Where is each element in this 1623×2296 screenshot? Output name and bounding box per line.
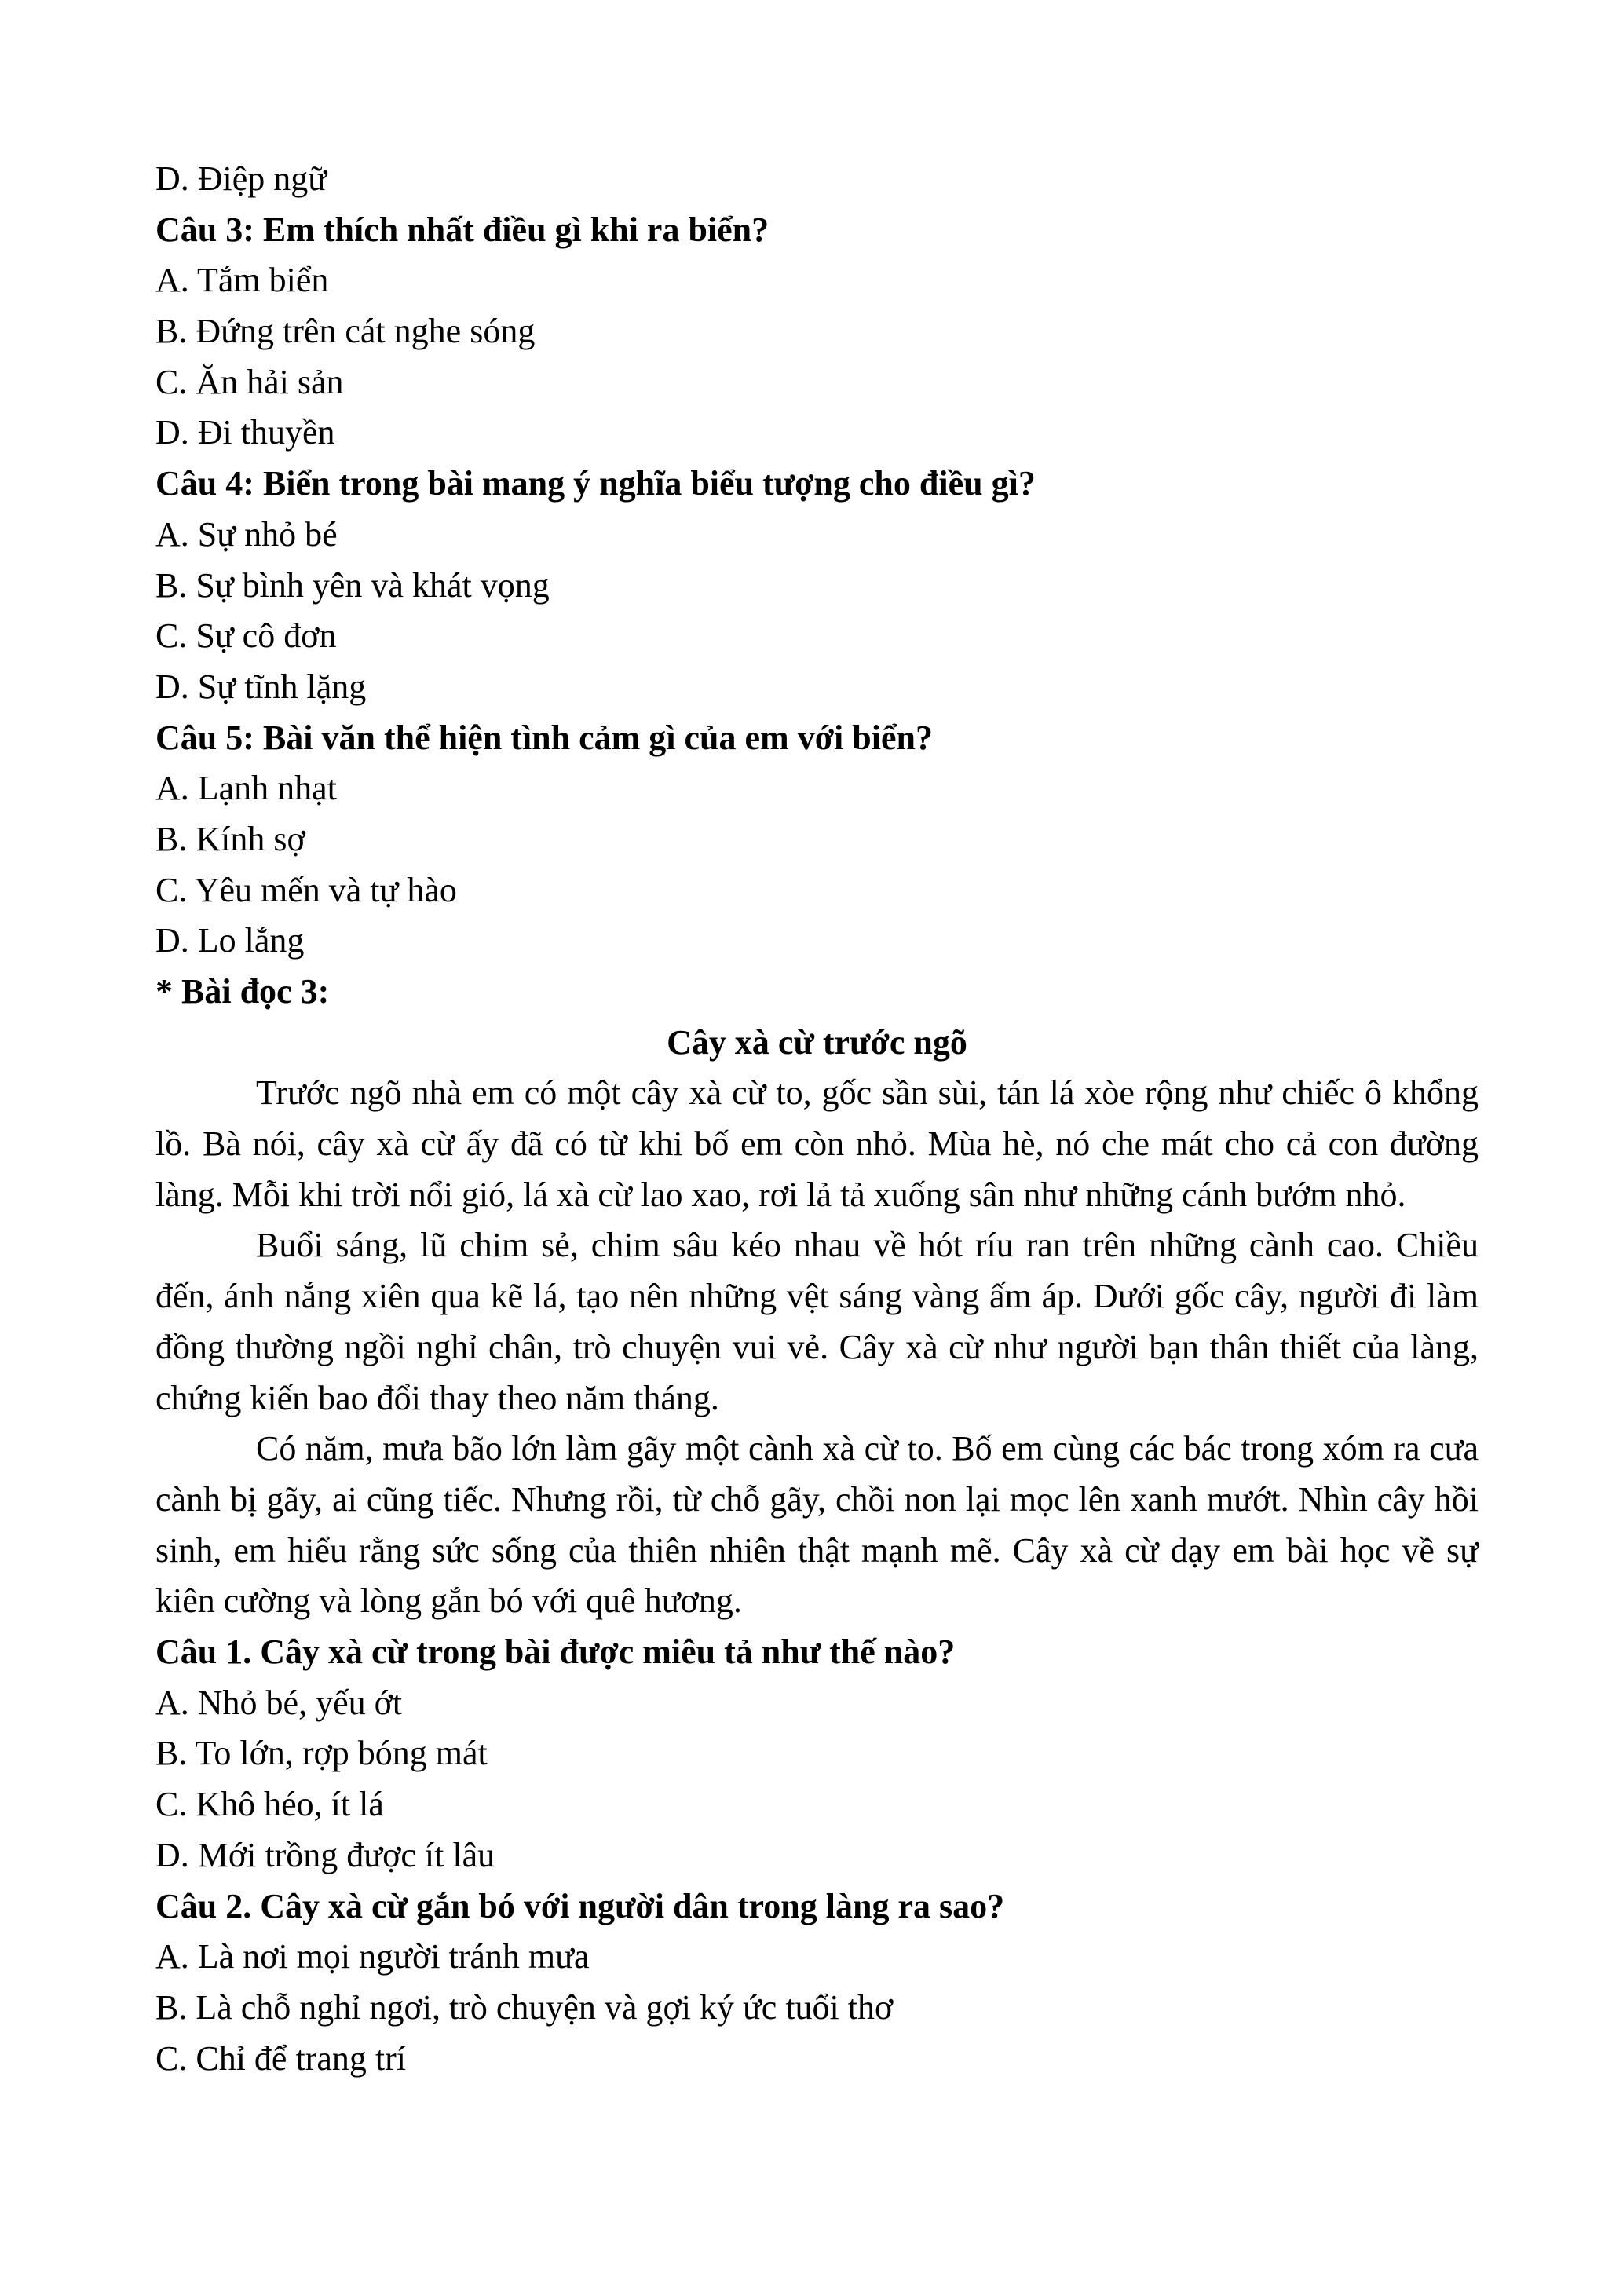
question-5: Câu 5: Bài văn thể hiện tình cảm gì của em với biển?: [155, 718, 933, 757]
question-5-option-d: D. Lo lắng: [155, 921, 305, 960]
question-4-option-a: A. Sự nhỏ bé: [155, 514, 338, 554]
question-5-option-b: B. Kính sợ: [155, 819, 305, 858]
reading-3-question-2-option-b: B. Là chỗ nghỉ ngơi, trò chuyện và gợi ký ức tuổi thơ: [155, 1987, 894, 2027]
page-content: [155, 154, 1479, 2084]
question-3-option-c: C. Ăn hải sản: [155, 362, 344, 401]
question-4-option-c: C. Sự cô đơn: [155, 616, 337, 656]
question-5-option-c: C. Yêu mến và tự hào: [155, 870, 457, 909]
reading-3-question-2-option-a: A. Là nơi mọi người tránh mưa: [155, 1937, 590, 1976]
reading-3-question-2-option-c: C. Chỉ để trang trí: [155, 2038, 406, 2078]
question-3-option-b: B. Đứng trên cát nghe sóng: [155, 312, 536, 351]
reading-3-paragraph-3: Có năm, mưa bão lớn làm gãy một cành xà cừ to. Bố em cùng các bác trong xóm ra cưa cành bị gãy, ai cũng tiếc. Nhưng rồi, từ chỗ gãy, chồi non lại mọc lên xanh mướt. Nhìn cây hồi sinh, em hiểu rằng sức sống của thiên nhiên thật mạnh mẽ. Cây xà cừ dạy em bài học về sự kiên cường và lòng gắn bó với quê hương.: [155, 1429, 1479, 1621]
question-4-option-b: B. Sự bình yên và khát vọng: [155, 565, 550, 605]
question-4: Câu 4: Biển trong bài mang ý nghĩa biểu tượng cho điều gì?: [155, 464, 1036, 503]
reading-3-question-1-option-c: C. Khô héo, ít lá: [155, 1785, 384, 1824]
reading-3-paragraph-2: Buổi sáng, lũ chim sẻ, chim sâu kéo nhau về hót ríu ran trên những cành cao. Chiều đến, ánh nắng xiên qua kẽ lá, tạo nên những vệt sáng vàng ấm áp. Dưới gốc cây, người đi làm đồng thường ngồi nghỉ chân, trò chuyện vui vẻ. Cây xà cừ như người bạn thân thiết của làng, chứng kiến bao đổi thay theo năm tháng.: [155, 1226, 1479, 1417]
reading-3-question-1-option-a: A. Nhỏ bé, yếu ớt: [155, 1683, 403, 1722]
question-3-option-a: A. Tắm biển: [155, 261, 329, 300]
question-4-option-d: D. Sự tĩnh lặng: [155, 667, 367, 706]
option-d-previous-question: D. Điệp ngữ: [155, 159, 327, 198]
reading-3-title: Cây xà cừ trước ngõ: [667, 1022, 967, 1062]
question-5-option-a: A. Lạnh nhạt: [155, 769, 337, 808]
reading-3-question-1-option-d: D. Mới trồng được ít lâu: [155, 1835, 495, 1874]
reading-3-question-2: Câu 2. Cây xà cừ gắn bó với người dân trong làng ra sao?: [155, 1886, 1005, 1925]
question-3-option-d: D. Đi thuyền: [155, 413, 335, 452]
reading-3-question-1-option-b: B. To lớn, rợp bóng mát: [155, 1734, 488, 1773]
reading-3-question-1: Câu 1. Cây xà cừ trong bài được miêu tả như thế nào?: [155, 1632, 956, 1672]
question-3: Câu 3: Em thích nhất điều gì khi ra biển?: [155, 210, 769, 249]
reading-3-paragraph-1: Trước ngõ nhà em có một cây xà cừ to, gốc sần sùi, tán lá xòe rộng như chiếc ô khổng lồ. Bà nói, cây xà cừ ấy đã có từ khi bố em còn nhỏ. Mùa hè, nó che mát cho cả con đường làng. Mỗi khi trời nổi gió, lá xà cừ lao xao, rơi lả tả xuống sân như những cánh bướm nhỏ.: [155, 1073, 1479, 1214]
reading-3-heading: * Bài đọc 3:: [155, 972, 330, 1011]
